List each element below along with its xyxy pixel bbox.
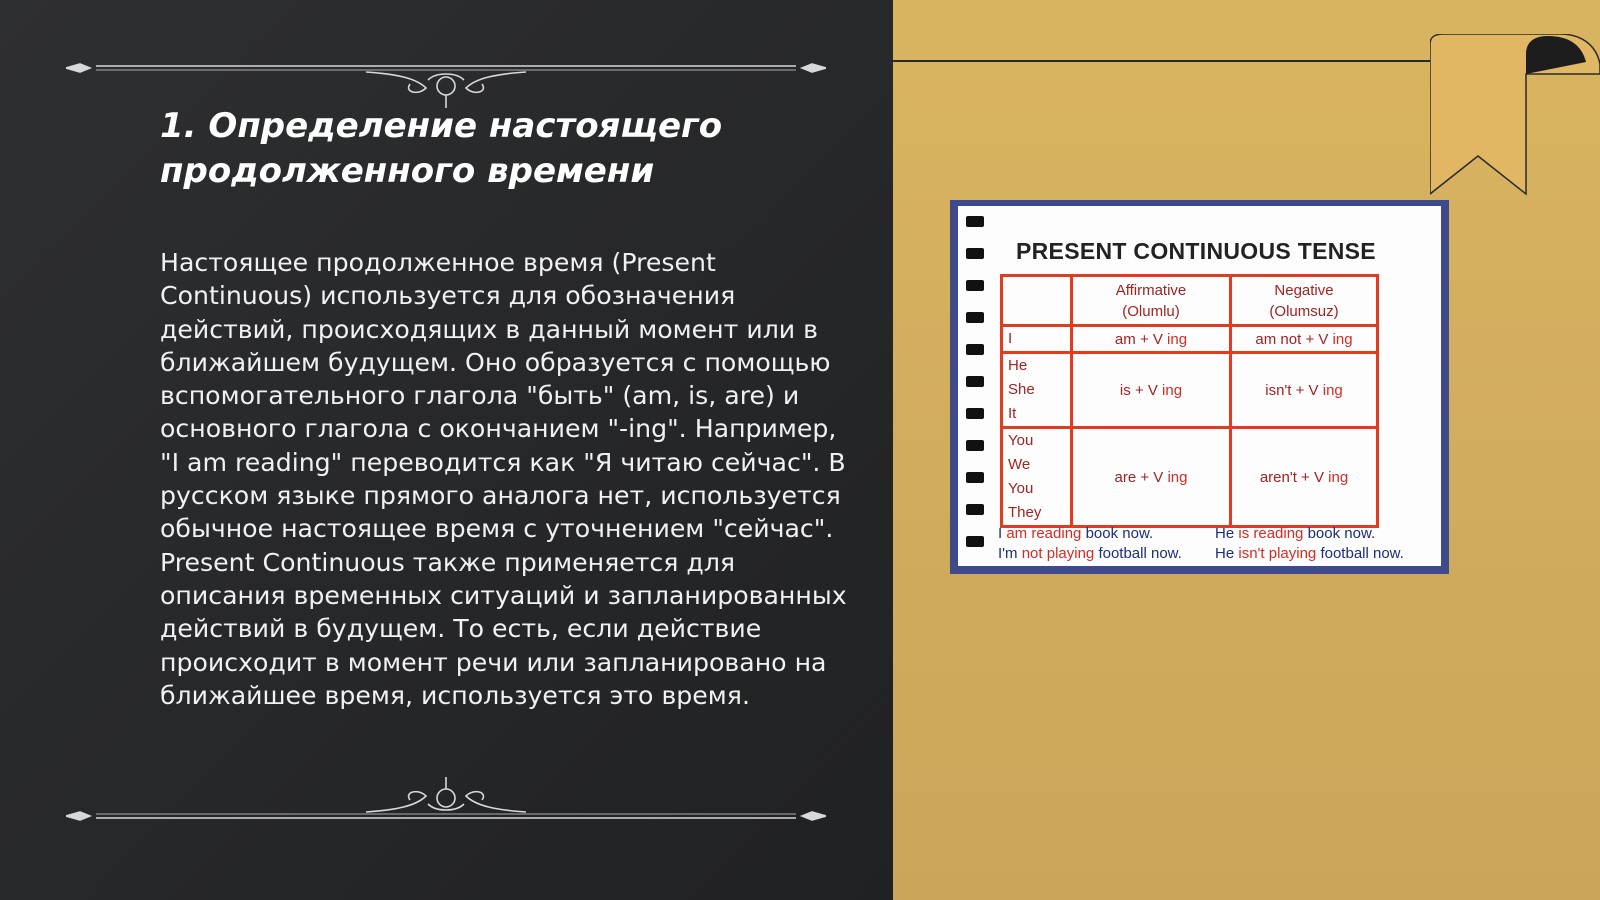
ing-suffix: ing xyxy=(1332,330,1353,348)
subject: You xyxy=(1008,480,1034,497)
spiral-ring xyxy=(966,344,984,355)
spiral-ring xyxy=(966,536,984,547)
example-row xyxy=(998,544,1438,564)
example-sentence xyxy=(1215,524,1432,544)
affirmative-cell xyxy=(1072,326,1231,353)
example-object: book now. xyxy=(1307,525,1376,542)
example-row xyxy=(998,524,1438,544)
affirmative-cell xyxy=(1072,428,1231,527)
notepad-title: PRESENT CONTINUOUS TENSE xyxy=(1016,238,1376,264)
spiral-ring xyxy=(966,280,984,291)
subject: We xyxy=(1008,456,1031,473)
aux-verb: is xyxy=(1119,381,1131,399)
affirmative-cell xyxy=(1072,353,1231,428)
table-header-row xyxy=(1002,276,1378,326)
example-sentence xyxy=(998,544,1215,564)
verb-base: + V xyxy=(1295,381,1319,399)
subject-cell xyxy=(1002,428,1072,527)
verb-base: + V xyxy=(1301,468,1324,486)
table-row xyxy=(1002,326,1378,353)
ing-suffix: ing xyxy=(1328,468,1349,486)
table-row xyxy=(1002,428,1378,527)
example-verb: isn't playing xyxy=(1238,545,1317,562)
ing-suffix: ing xyxy=(1167,330,1188,348)
aux-verb: are xyxy=(1114,468,1137,486)
negative-cell xyxy=(1231,428,1378,527)
aux-verb: isn't xyxy=(1265,381,1292,399)
spiral-ring xyxy=(966,376,984,387)
verb-base: + V xyxy=(1134,381,1158,399)
spiral-ring xyxy=(966,440,984,451)
top-ornament-divider xyxy=(66,60,826,110)
example-verb: am reading xyxy=(1006,525,1082,542)
bookmark-ribbon-icon xyxy=(1430,34,1600,204)
example-object: football now. xyxy=(1098,545,1182,562)
bottom-ornament-divider xyxy=(66,775,826,825)
header-negative xyxy=(1231,276,1378,326)
spiral-ring xyxy=(966,472,984,483)
spiral-ring xyxy=(966,408,984,419)
spiral-ring xyxy=(966,312,984,323)
notepad-paper xyxy=(958,206,1441,566)
negative-cell xyxy=(1231,326,1378,353)
tense-table xyxy=(1000,274,1379,528)
aux-verb: am xyxy=(1114,330,1136,348)
example-object: book now. xyxy=(1085,525,1154,542)
aux-verb: am not xyxy=(1255,330,1302,348)
ing-suffix: ing xyxy=(1162,381,1183,399)
subject-cell xyxy=(1002,326,1072,353)
header-affirmative xyxy=(1072,276,1231,326)
subject: She xyxy=(1008,381,1035,398)
ing-suffix: ing xyxy=(1322,381,1343,399)
verb-base: + V xyxy=(1305,330,1329,348)
table-row xyxy=(1002,353,1378,428)
spiral-ring xyxy=(966,248,984,259)
example-sentence xyxy=(1215,544,1432,564)
verb-base: + V xyxy=(1140,468,1164,486)
subject: It xyxy=(1008,405,1017,422)
subject: He xyxy=(1008,357,1028,374)
verb-base: + V xyxy=(1139,330,1163,348)
affirmative-label: Affirmative xyxy=(1115,281,1187,299)
spiral-ring xyxy=(966,216,984,227)
affirmative-translation: (Olumlu) xyxy=(1122,302,1180,320)
negative-cell xyxy=(1231,353,1378,428)
slide-title: 1. Определение настоящего продолженного времени xyxy=(160,106,723,191)
example-subject: I xyxy=(998,525,1003,542)
subject: They xyxy=(1008,504,1042,521)
spiral-ring xyxy=(966,504,984,515)
slide-body-text: Настоящее продолженное время (Present Continuous) используется для обозначения действий, происходящих в данный момент или в ближайшем будущем. Оно образуется с помощью вспомогательного глагола "быть" (am, is, are) и основного глагола с окончанием "-ing". Например, "I am reading" переводится как "Я читаю сейчас". В русском языке прямого аналога нет, используется обычное настоящее время с уточнением "сейчас". Present Continuous также применяется для описания временных ситуаций и запланированных действий в будущем. То есть, если действие происходит в момент речи или запланировано на ближайшее время, используется это время. xyxy=(160,248,847,710)
aux-verb: aren't xyxy=(1259,468,1297,486)
header-empty-cell xyxy=(1002,276,1072,326)
subject: You xyxy=(1008,432,1034,449)
example-subject: He xyxy=(1215,545,1235,562)
grammar-notepad-image xyxy=(950,200,1449,574)
example-subject: I'm xyxy=(998,545,1018,562)
subject-cell xyxy=(1002,353,1072,428)
example-verb: not playing xyxy=(1021,545,1095,562)
ing-suffix: ing xyxy=(1167,468,1188,486)
example-subject: He xyxy=(1215,525,1235,542)
subject: I xyxy=(1008,330,1013,347)
example-sentence xyxy=(998,524,1215,544)
example-verb: is reading xyxy=(1238,525,1304,542)
negative-translation: (Olumsuz) xyxy=(1269,302,1339,320)
negative-label: Negative xyxy=(1274,281,1334,299)
example-sentences xyxy=(998,524,1438,564)
example-object: football now. xyxy=(1320,545,1404,562)
